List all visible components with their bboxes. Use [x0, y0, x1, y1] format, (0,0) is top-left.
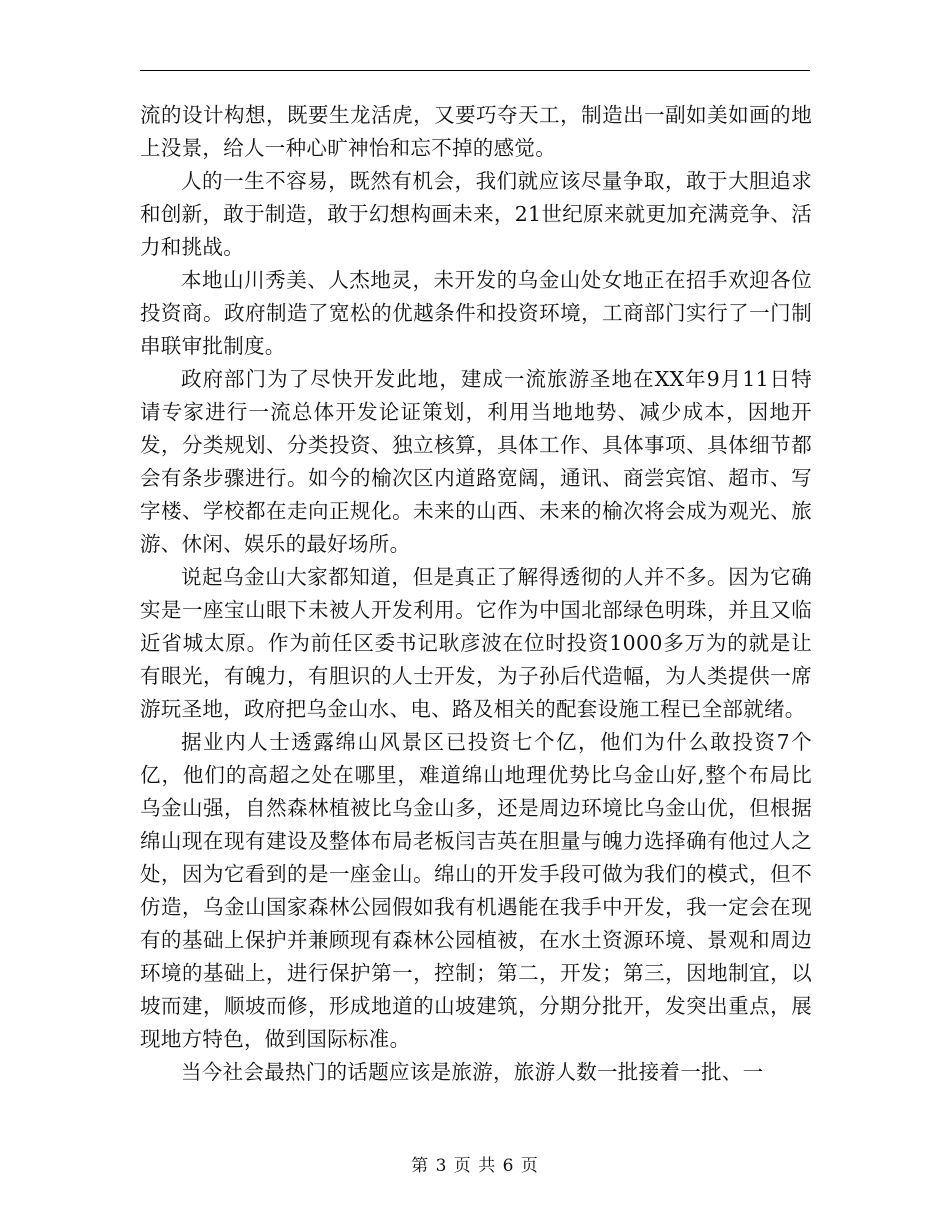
paragraph: 本地山川秀美、人杰地灵，未开发的乌金山处女地正在招手欢迎各位投资商。政府制造了宽松的优越条件和投资环境，工商部门实行了一门制串联审批制度。 [140, 268, 812, 358]
paragraph: 据业内人士透露绵山风景区已投资七个亿，他们为什么敢投资7个亿，他们的高超之处在哪里，难道绵山地理优势比乌金山好,整个布局比乌金山强，自然森林植被比乌金山多，还是周边环境比乌金山优，但根据绵山现在现有建设及整体布局老板闫吉英在胆量与魄力选择确有他过人之处，因为它看到的是一座金山。绵山的开发手段可做为我们的模式，但不仿造，乌金山国家森林公园假如我有机遇能在我手中开发，我一定会在现有的基础上保护并兼顾现有森林公园植被，在水土资源环境、景观和周边环境的基础上，进行保护第一，控制；第二，开发；第三，因地制宜，以坡而建，顺坡而修，形成地道的山坡建筑，分期分批开，发突出重点，展现地方特色，做到国际标准。 [140, 730, 812, 1051]
document-body [140, 99, 812, 1089]
paragraph: 说起乌金山大家都知道，但是真正了解得透彻的人并不多。因为它确实是一座宝山眼下未被人开发利用。它作为中国北部绿色明珠，并且又临近省城太原。作为前任区委书记耿彦波在位时投资1000多万为的就是让有眼光，有魄力，有胆识的人士开发，为子孙后代造幅，为人类提供一席游玩圣地，政府把乌金山水、电、路及相关的配套设施工程已全部就绪。 [140, 565, 812, 721]
paragraph: 政府部门为了尽快开发此地，建成一流旅游圣地在XX年9月11日特请专家进行一流总体开发论证策划，利用当地地势、减少成本，因地开发，分类规划、分类投资、独立核算，具体工作、具体事项、具体细节都会有条步骤进行。如今的榆次区内道路宽阔，通讯、商尝宾馆、超市、写字楼、学校都在走向正规化。未来的山西、未来的榆次将会成为观光、旅游、休闲、娱乐的最好场所。 [140, 367, 812, 556]
page-number-footer: 第 3 页 共 6 页 [411, 1156, 539, 1176]
paragraph: 流的设计构想，既要生龙活虎，又要巧夺天工，制造出一副如美如画的地上没景，给人一种心旷神怡和忘不掉的感觉。 [140, 103, 812, 160]
paragraph: 人的一生不容易，既然有机会，我们就应该尽量争取，敢于大胆追求和创新，敢于制造，敢于幻想构画未来，21世纪原来就更加充满竞争、活力和挑战。 [140, 169, 812, 259]
header-rule [140, 70, 810, 71]
paragraph: 当今社会最热门的话题应该是旅游，旅游人数一批接着一批、一 [181, 1060, 764, 1084]
